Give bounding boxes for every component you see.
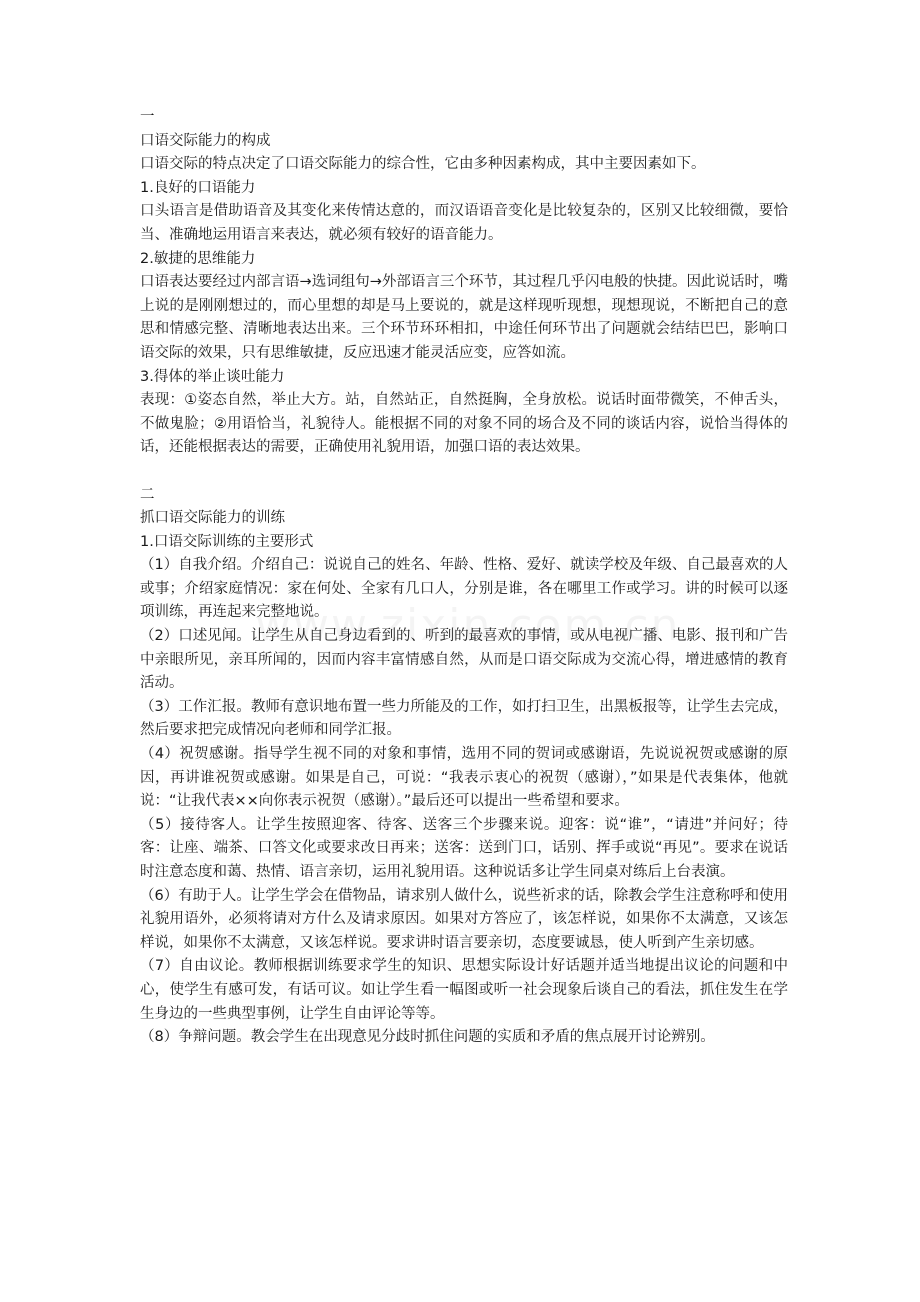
list-item-5: （5）接待客人。让学生按照迎客、待客、送客三个步骤来说。迎客：说“谁”，“请进”并问好；待客：让座、端茶、口答文化或要求改日再来；送客：送到门口，话别、挥手或说“再见”。要求在说话时注意态度和蔼、热情、语言亲切，运用礼貌用语。这种说话多让学生同桌对练后上台表演。 bbox=[140, 816, 788, 880]
list-item-7: （7）自由议论。教师根据训练要求学生的知识、思想实际设计好话题并适当地提出议论的问题和中心，使学生有感可发，有话可议。如让学生看一幅图或听一社会现象后谈自己的看法，抓住发生在学生身边的一些典型事例，让学生自由评论等等。 bbox=[140, 958, 788, 1022]
list-item-6: （6）有助于人。让学生学会在借物品，请求别人做什么，说些祈求的话，除教会学生注意称呼和使用礼貌用语外，必须将请对方什么及请求原因。如果对方答应了，该怎样说，如果你不太满意，又该怎样说，如果你不太满意，又该怎样说。要求讲时语言要亲切，态度要诚恳，使人听到产生亲切感。 bbox=[140, 887, 788, 951]
section1-heading-3: 3.得体的举止谈吐能力 bbox=[140, 368, 285, 385]
section2-subtitle: 1.口语交际训练的主要形式 bbox=[140, 533, 314, 550]
list-item-1: （1）自我介绍。介绍自己：说说自己的姓名、年龄、性格、爱好、就读学校及年级、自己最喜欢的人或事；介绍家庭情况：家在何处、全家有几口人，分别是谁，各在哪里工作或学习。讲的时候可以逐项训练，再连起来完整地说。 bbox=[140, 557, 788, 621]
section1-heading-2: 2.敏捷的思维能力 bbox=[140, 250, 256, 267]
list-item-2: （2）口述见闻。让学生从自己身边看到的、听到的最喜欢的事情，或从电视广播、电影、报刊和广告中亲眼所见，亲耳所闻的，因而内容丰富情感自然，从而是口语交际成为交流心得，增进感情的教育活动。 bbox=[140, 628, 788, 692]
list-item-3: （3）工作汇报。教师有意识地布置一些力所能及的工作，如打扫卫生，出黑板报等，让学生去完成，然后要求把完成情况向老师和同学汇报。 bbox=[140, 698, 788, 739]
section1-title: 口语交际能力的构成 bbox=[140, 132, 271, 149]
section1-number: 一 bbox=[140, 109, 155, 125]
section1-paragraph-2: 口语表达要经过内部言语→选词组句→外部语言三个环节，其过程几乎闪电般的快捷。因此说话时，嘴上说的是刚刚想过的，而心里想的却是马上要说的，就是这样现听现想，现想现说，不断把自己的意思和情感完整、清晰地表达出来。三个环节环环相扣，中途任何环节出了问题就会结结巴巴，影响口语交际的效果，只有思维敏捷，反应迅速才能灵活应变，应答如流。 bbox=[140, 274, 788, 361]
section2-title: 抓口语交际能力的训练 bbox=[140, 510, 285, 527]
section-gap bbox=[140, 460, 788, 484]
section1-paragraph-3: 表现：①姿态自然，举止大方。站，自然站正，自然挺胸，全身放松。说话时面带微笑，不伸舌头，不做鬼脸；②用语恰当，礼貌待人。能根据不同的对象不同的场合及不同的谈话内容，说恰当得体的话，还能根据表达的需要，正确使用礼貌用语，加强口语的表达效果。 bbox=[140, 392, 788, 456]
document-page bbox=[140, 106, 788, 1050]
section1-paragraph-1: 口头语言是借助语音及其变化来传情达意的，而汉语语音变化是比较复杂的，区别又比较细微，要恰当、准确地运用语言来表达，就必须有较好的语音能力。 bbox=[140, 203, 788, 243]
list-item-4: （4）祝贺感谢。指导学生视不同的对象和事情，选用不同的贺词或感谢语，先说说祝贺或感谢的原因，再讲谁祝贺或感谢。如果是自己，可说：“我表示衷心的祝贺（感谢），”如果是代表集体，他就说：“让我代表××向你表示祝贺（感谢）。”最后还可以提出一些希望和要求。 bbox=[140, 746, 788, 810]
section1-intro: 口语交际的特点决定了口语交际能力的综合性，它由多种因素构成，其中主要因素如下。 bbox=[140, 156, 706, 173]
section1-heading-1: 1.良好的口语能力 bbox=[140, 179, 256, 196]
section2-number: 二 bbox=[140, 486, 155, 503]
list-item-8: （8）争辩问题。教会学生在出现意见分歧时抓住问题的实质和矛盾的焦点展开讨论辨别。 bbox=[140, 1029, 715, 1046]
